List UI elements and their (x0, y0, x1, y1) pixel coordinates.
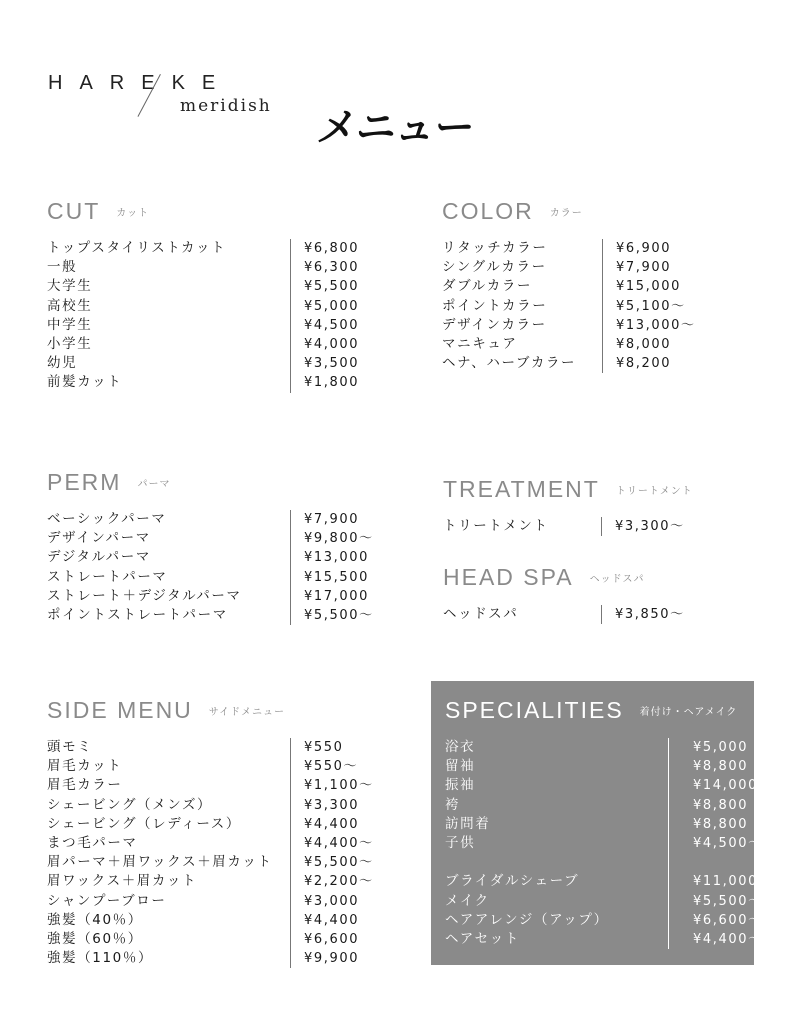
item-price: ¥11,000〜 (693, 874, 773, 890)
item-name: 眉毛カラー (47, 777, 123, 794)
item-name: マニキュア (442, 336, 518, 353)
item-prices (601, 605, 685, 624)
section-header (445, 697, 773, 724)
item-price: ¥8,800 (693, 759, 749, 775)
item-price: ¥5,500〜 (693, 893, 763, 909)
section-title: CUT (47, 198, 101, 224)
section-color (442, 198, 696, 373)
item-price: ¥7,900 (304, 512, 360, 527)
item-price: ¥3,500 (304, 356, 360, 372)
item-name: デザインカラー (442, 316, 547, 333)
item-name: 幼児 (47, 355, 78, 372)
item-name: 高校生 (47, 297, 93, 314)
item-price: ¥6,900 (616, 241, 672, 256)
item-price: ¥3,850〜 (615, 607, 685, 622)
brand-sub: meridish (180, 96, 272, 116)
item-name: ストレートパーマ (47, 568, 168, 585)
item-names (47, 239, 290, 393)
item-price: ¥550 (304, 740, 344, 755)
section-side-menu (47, 697, 374, 968)
section-header (443, 564, 685, 591)
page-title: メニュー (314, 104, 477, 151)
item-price: ¥15,500 (304, 569, 369, 585)
item-name: デザインパーマ (47, 530, 151, 547)
price-list (443, 605, 685, 624)
item-price: ¥4,000 (304, 337, 360, 353)
item-name: 子供 (445, 835, 476, 852)
item-name: 眉毛カット (47, 758, 123, 775)
item-names (445, 738, 668, 949)
item-name: ヘッドスパ (443, 606, 519, 622)
item-price: ¥5,100〜 (616, 298, 686, 314)
section-header (47, 469, 374, 496)
item-price: ¥15,000 (616, 279, 681, 295)
section-subtitle: カラー (549, 208, 583, 219)
item-names (442, 239, 602, 373)
price-list (445, 738, 773, 949)
item-prices (601, 517, 685, 536)
item-name: メイク (445, 892, 490, 909)
item-name: 前髪カット (47, 374, 123, 391)
item-price: ¥4,500〜 (693, 836, 763, 852)
item-prices (290, 239, 359, 393)
price-list (443, 517, 693, 536)
item-price: ¥14,000 (693, 778, 758, 794)
brand-logo (48, 72, 308, 122)
item-name: ブライダルシェーブ (445, 873, 580, 890)
item-price: ¥5,500〜 (304, 608, 374, 624)
item-price: ¥550〜 (304, 759, 359, 775)
item-name: 振袖 (445, 777, 476, 794)
section-header (442, 198, 696, 225)
row-gap (693, 853, 773, 872)
item-price: ¥13,000 (304, 550, 369, 566)
section-subtitle: サイドメニュー (208, 707, 285, 718)
item-price: ¥3,000 (304, 893, 360, 909)
item-price: ¥8,800 (693, 816, 749, 832)
item-name: シャンプーブロー (47, 892, 167, 909)
item-price: ¥7,900 (616, 260, 672, 276)
item-price: ¥9,900 (304, 951, 360, 967)
row-gap (445, 853, 668, 872)
item-name: ポイントストレートパーマ (47, 607, 228, 624)
item-price: ¥4,400〜 (693, 932, 763, 948)
item-name: ベーシックパーマ (47, 511, 167, 527)
item-price: ¥4,500 (304, 317, 360, 333)
item-price: ¥2,200〜 (304, 874, 374, 890)
item-name: 訪問着 (445, 815, 491, 832)
item-price: ¥4,400〜 (304, 836, 374, 852)
item-price: ¥4,400 (304, 816, 360, 832)
section-header (443, 476, 693, 503)
item-name: ダブルカラー (442, 278, 533, 295)
item-name: 眉ワックス＋眉カット (47, 873, 198, 890)
item-name: 一般 (47, 259, 78, 276)
item-price: ¥1,800 (304, 375, 360, 391)
item-price: ¥13,000〜 (616, 317, 696, 333)
item-prices (290, 738, 374, 968)
item-price: ¥5,500〜 (304, 855, 374, 871)
section-title: SPECIALITIES (445, 697, 624, 723)
section-treatment (443, 476, 693, 536)
section-perm (47, 469, 374, 625)
item-name: 眉パーマ＋眉ワックス＋眉カット (47, 854, 273, 871)
item-price: ¥5,000 (693, 740, 749, 755)
item-price: ¥6,300 (304, 260, 360, 276)
item-name: デジタルパーマ (47, 549, 151, 566)
item-name: 浴衣 (445, 739, 476, 755)
item-price: ¥5,000 (304, 298, 360, 314)
brand-main: HAREKE (48, 72, 233, 94)
item-price: ¥6,800 (304, 241, 360, 256)
item-name: トリートメント (443, 518, 549, 534)
item-price: ¥3,300〜 (615, 519, 685, 534)
item-name: 小学生 (47, 336, 93, 353)
section-specialities (445, 697, 773, 949)
item-prices (290, 510, 374, 625)
section-title: SIDE MENU (47, 697, 193, 723)
section-subtitle: カット (116, 208, 150, 219)
item-name: ポイントカラー (442, 297, 548, 314)
item-price: ¥6,600〜 (693, 912, 763, 928)
item-name: 強髪（110％） (47, 950, 154, 967)
item-price: ¥1,100〜 (304, 778, 374, 794)
item-name: リタッチカラー (442, 240, 548, 256)
item-name: 頭モミ (47, 739, 93, 755)
item-price: ¥5,500 (304, 279, 360, 295)
section-title: TREATMENT (443, 476, 600, 502)
section-header (47, 697, 374, 724)
price-list (47, 738, 374, 968)
item-name: 中学生 (47, 316, 93, 333)
section-title: HEAD SPA (443, 564, 574, 590)
item-price: ¥3,300 (304, 797, 360, 813)
item-names (47, 510, 290, 625)
section-head-spa (443, 564, 685, 624)
section-title: COLOR (442, 198, 534, 224)
item-name: 強髪（40％） (47, 911, 143, 928)
item-prices (668, 738, 773, 949)
item-price: ¥8,800 (693, 797, 749, 813)
item-name: トップスタイリストカット (47, 240, 227, 256)
price-list (442, 239, 696, 373)
item-name: ヘナ、ハーブカラー (442, 355, 577, 372)
item-name: 留袖 (445, 758, 476, 775)
item-name: 袴 (445, 796, 461, 813)
item-price: ¥8,200 (616, 356, 672, 372)
section-title: PERM (47, 469, 122, 495)
item-price: ¥17,000 (304, 588, 369, 604)
item-price: ¥4,400 (304, 912, 360, 928)
item-name: 強髪（60％） (47, 931, 143, 948)
price-list (47, 510, 374, 625)
section-subtitle: 着付け・ヘアメイク (639, 707, 738, 718)
item-name: シングルカラー (442, 259, 547, 276)
item-name: まつ毛パーマ (47, 835, 138, 852)
item-name: ヘアセット (445, 931, 520, 948)
section-header (47, 198, 359, 225)
item-name: ストレート＋デジタルパーマ (47, 587, 242, 604)
item-names (47, 738, 290, 968)
item-name: 大学生 (47, 278, 93, 295)
item-price: ¥6,600 (304, 932, 360, 948)
section-subtitle: ヘッドスパ (589, 574, 645, 585)
item-price: ¥9,800〜 (304, 531, 374, 547)
item-name: シェービング（メンズ） (47, 796, 213, 813)
item-names (443, 605, 601, 624)
section-subtitle: トリートメント (615, 486, 693, 497)
price-list (47, 239, 359, 393)
item-prices (602, 239, 696, 373)
item-name: シェービング（レディース） (47, 815, 242, 832)
section-cut (47, 198, 359, 393)
section-subtitle: パーマ (137, 479, 171, 490)
item-price: ¥8,000 (616, 337, 672, 353)
item-names (443, 517, 601, 536)
item-name: ヘアアレンジ（アップ） (445, 911, 609, 928)
